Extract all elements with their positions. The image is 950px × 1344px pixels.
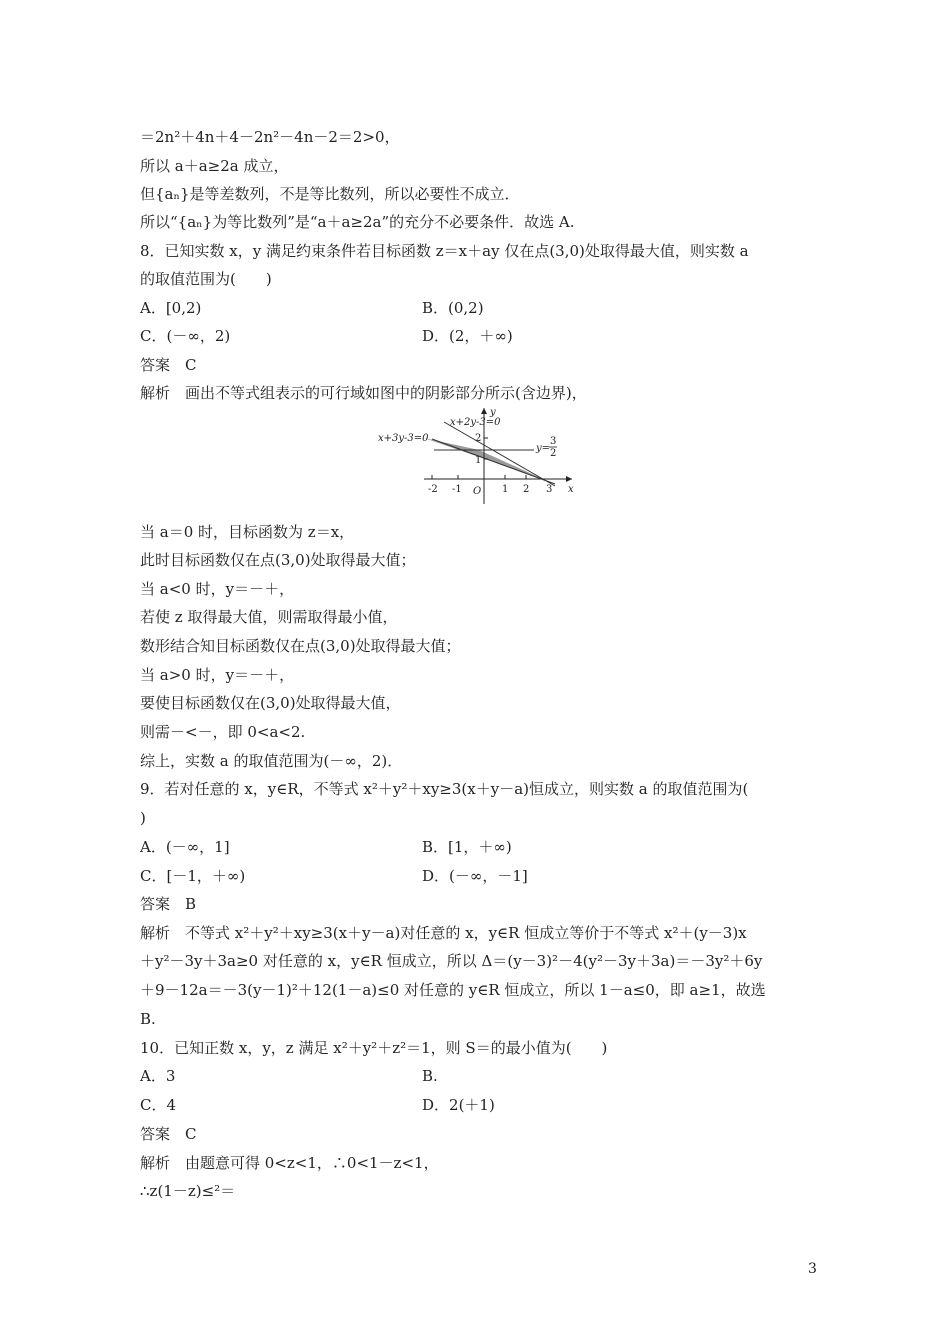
text-line: ＝2n²＋4n＋4－2n²－4n－2＝2>0， [140,128,400,146]
y-tick-label: 1 [475,455,482,466]
text-line: 综上，实数 a 的取值范围为(－∞，2)． [140,752,403,770]
origin-label: O [473,486,482,497]
text-line: 当 a＝0 时，目标函数为 z＝x， [140,523,355,541]
line-label-x-2y: x+2y-3=0 [450,417,501,428]
option-b: B. [422,1067,438,1085]
analysis-line: 解析 画出不等式组表示的可行域如图中的阴影部分所示(含边界)， [140,384,587,402]
option-d: D．(－∞，－1] [422,867,528,885]
text-line: ) [140,809,146,827]
text-line: 数形结合知目标函数仅在点(3,0)处取得最大值； [140,637,461,655]
answer-line: 答案 C [140,1125,197,1143]
text-line: 当 a<0 时，y＝－＋， [140,580,295,598]
fraction-denominator: 2 [550,448,557,459]
option-b: B．[1，＋∞) [422,838,512,856]
text-line: ＋y²－3y＋3a≥0 对任意的 x，y∈R 恒成立，所以 Δ＝(y－3)²－4(y²－3y＋3a)＝－3y²＋6y [140,952,763,970]
option-a: A．3 [140,1067,176,1085]
x-axis-label: x [568,484,574,495]
text-line: 当 a>0 时，y＝－＋， [140,666,295,684]
text-line: B. [140,1010,156,1028]
line-x-2y [444,422,555,486]
text-line: 要使目标函数仅在(3,0)处取得最大值， [140,694,401,712]
option-a: A．(－∞，1] [140,838,230,856]
question-9: 9．若对任意的 x，y∈R，不等式 x²＋y²＋xy≥3(x＋y－a)恒成立，则实数 a 的取值范围为( [140,780,749,798]
option-b: B．(0,2) [422,299,484,317]
text-line: 的取值范围为( ) [140,270,272,288]
option-c: C．4 [140,1096,177,1114]
x-tick-label: 1 [502,484,509,495]
fraction-numerator: 3 [550,436,557,447]
line-label-x-3y: x+3y-3=0 [378,433,429,444]
y-tick-label: 2 [475,433,482,444]
text-line: 但{aₙ}是等差数列，不是等比数列，所以必要性不成立． [140,185,520,203]
answer-line: 答案 B [140,895,197,913]
text-line: 所以“{aₙ}为等比数列”是“a＋a≥2a”的充分不必要条件．故选 A. [140,213,575,231]
option-d: D．2(＋1) [422,1096,495,1114]
question-8: 8．已知实数 x，y 满足约束条件若目标函数 z＝x＋ay 仅在点(3,0)处取得最大值，则实数 a [140,242,749,260]
analysis-line: 解析 不等式 x²＋y²＋xy≥3(x＋y－a)对任意的 x，y∈R 恒成立等价于不等式 x²＋(y－3)x [140,924,747,942]
text-line: 则需－<－，即 0<a<2. [140,723,306,741]
option-a: A．[0,2) [140,299,202,317]
text-line: 此时目标函数仅在点(3,0)处取得最大值； [140,551,416,569]
x-tick-label: -1 [452,484,462,495]
x-tick-label: -2 [428,484,438,495]
page-number: 3 [808,1261,817,1277]
x-axis-arrow [566,476,572,482]
y-axis-label: y [490,407,496,418]
feasible-region-figure [372,404,582,504]
x-tick-label: 3 [546,484,553,495]
y-axis-arrow [481,408,487,414]
question-10: 10．已知正数 x，y，z 满足 x²＋y²＋z²＝1，则 S＝的最小值为( ) [140,1039,608,1057]
option-d: D．(2，＋∞) [422,327,513,345]
option-c: C．[－1，＋∞) [140,867,246,885]
line-label-y: y= [536,443,551,454]
text-line: 若使 z 取得最大值，则需取得最小值， [140,608,398,626]
x-tick-label: 2 [523,484,530,495]
option-c: C．(－∞，2) [140,327,231,345]
text-line: ＋9－12a＝－3(y－1)²＋12(1－a)≤0 对任意的 y∈R 恒成立，所以 1－a≤0，即 a≥1，故选 [140,981,766,999]
text-line: 所以 a＋a≥2a 成立， [140,157,289,175]
text-line: ∴z(1－z)≤²＝ [140,1182,236,1200]
answer-line: 答案 C [140,356,197,374]
analysis-line: 解析 由题意可得 0<z<1，∴0<1－z<1， [140,1154,439,1172]
